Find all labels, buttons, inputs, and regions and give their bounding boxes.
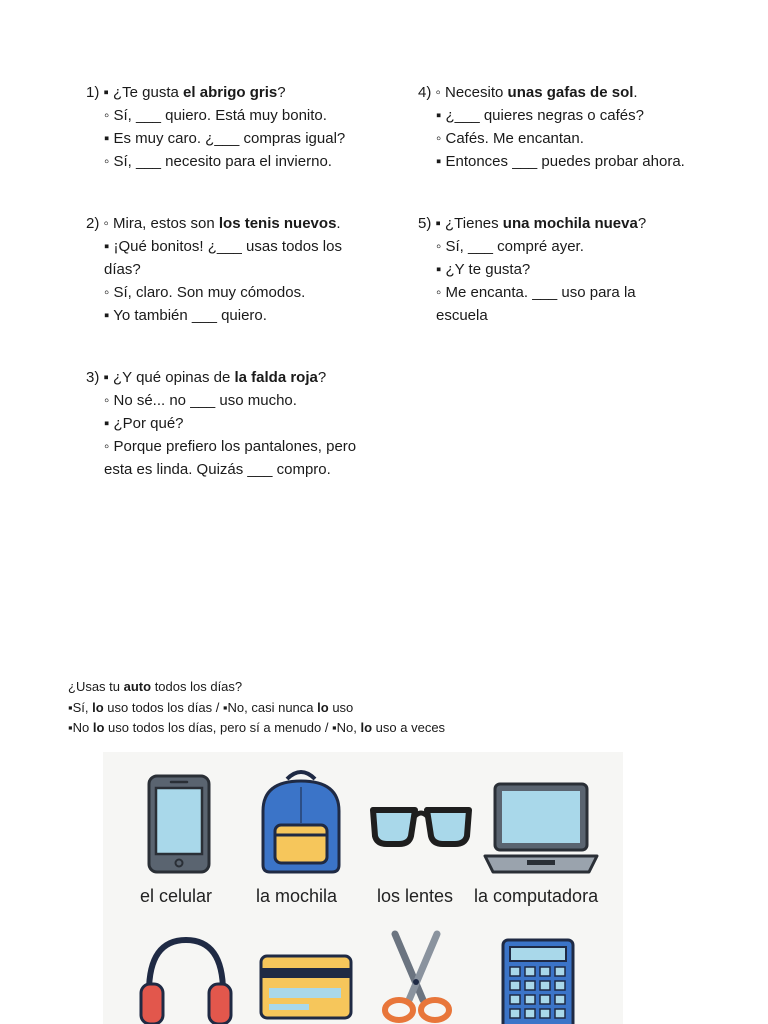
exercise-1-question — [86, 81, 376, 104]
pronoun: lo — [360, 720, 373, 735]
exercise-column-right — [418, 81, 688, 327]
usage-example — [68, 677, 708, 739]
dialogue-line: ▪ ¡Qué bonitos! ¿___ usas todos los días? — [104, 238, 342, 278]
usage-text: ▪No — [68, 720, 93, 735]
laptop-icon — [483, 782, 599, 876]
punctuation: . — [336, 215, 341, 232]
label-computadora: la computadora — [474, 886, 599, 906]
dialogue-line: ◦ Sí, ___ necesito para el invierno. — [104, 153, 332, 170]
exercise-2 — [86, 212, 376, 327]
dialogue-line: ▪ ¿Y te gusta? — [436, 261, 531, 278]
exercise-number: 2) — [86, 215, 100, 232]
usage-answers-1 — [68, 698, 708, 719]
pronoun: lo — [317, 699, 329, 715]
exercise-4-question — [418, 81, 688, 104]
pronoun: lo — [92, 699, 104, 715]
exercise-column-left — [86, 81, 376, 481]
phone-icon — [147, 774, 211, 874]
usage-text: ¿Usas tu — [68, 679, 124, 694]
pronoun: lo — [92, 720, 105, 735]
punctuation: . — [633, 84, 638, 101]
exercise-3 — [86, 366, 376, 481]
punctuation: ? — [637, 215, 647, 232]
exercise-number: 5) — [418, 215, 432, 232]
credit-card-icon — [259, 954, 353, 1020]
headphones-icon — [139, 934, 233, 1024]
exercise-2-question — [86, 212, 376, 235]
dialogue-line: ◦ Sí, claro. Son muy cómodos. — [104, 284, 306, 301]
exercise-5-question — [418, 212, 688, 235]
noun-phrase: la falda roja — [234, 369, 318, 386]
exercise-number: 4) — [418, 84, 432, 101]
question-text: ◦ Mira, estos son — [103, 215, 219, 232]
noun-phrase: el abrigo gris — [183, 84, 278, 101]
dialogue-line: ▪ Yo también ___ quiero. — [104, 307, 267, 324]
punctuation: ? — [317, 369, 327, 386]
dialogue-line: ◦ Sí, ___ compré ayer. — [436, 238, 584, 255]
question-text: ◦ Necesito — [435, 84, 508, 101]
scissors-icon — [377, 930, 457, 1024]
label-lentes: los lentes — [377, 886, 454, 906]
label-celular: el celular — [140, 886, 213, 906]
usage-text: todos los días? — [151, 679, 243, 694]
glasses-icon — [369, 804, 473, 848]
exercise-1 — [86, 81, 376, 173]
dialogue-line: ◦ Porque prefiero los pantalones, pero esta es linda. Quizás ___ compro. — [104, 438, 357, 478]
dialogue-line: ◦ Cafés. Me encantan. — [436, 130, 584, 147]
backpack-icon — [257, 767, 345, 875]
dialogue-line: ▪ ¿___ quieres negras o cafés? — [436, 107, 644, 124]
question-text: ▪ ¿Te gusta — [103, 84, 184, 101]
dialogue-line: ◦ Sí, ___ quiero. Está muy bonito. — [104, 107, 327, 124]
calculator-icon — [501, 938, 575, 1024]
label-mochila: la mochila — [256, 886, 338, 906]
question-text: ▪ ¿Y qué opinas de — [103, 369, 235, 386]
usage-text: uso a veces — [372, 720, 446, 735]
exercise-5 — [418, 212, 688, 327]
exercise-3-question — [86, 366, 376, 389]
dialogue-line: ▪ Es muy caro. ¿___ compras igual? — [104, 130, 346, 147]
punctuation: ? — [277, 84, 286, 101]
vocabulary-picture — [103, 752, 623, 1024]
usage-text: ▪Sí, — [68, 699, 93, 715]
usage-question — [68, 677, 708, 698]
usage-answers-2 — [68, 718, 708, 739]
dialogue-line: ◦ No sé... no ___ uso mucho. — [104, 392, 297, 409]
dialogue-line: ▪ ¿Por qué? — [104, 415, 184, 432]
noun-phrase: una mochila nueva — [502, 215, 638, 232]
usage-text: uso todos los días / ▪No, casi nunca — [103, 699, 318, 715]
noun-phrase: unas gafas de sol — [507, 84, 634, 101]
dialogue-line: ◦ Me encanta. ___ uso para la escuela — [436, 284, 636, 324]
dialogue-line: ▪ Entonces ___ puedes probar ahora. — [436, 153, 685, 170]
usage-noun: auto — [123, 679, 152, 694]
exercise-number: 3) — [86, 369, 100, 386]
noun-phrase: los tenis nuevos — [218, 215, 337, 232]
usage-text: uso todos los días, pero sí a menudo / ▪No, — [104, 720, 361, 735]
question-text: ▪ ¿Tienes — [435, 215, 503, 232]
exercise-4 — [418, 81, 688, 173]
exercise-number: 1) — [86, 84, 100, 101]
usage-text: uso — [328, 699, 354, 715]
